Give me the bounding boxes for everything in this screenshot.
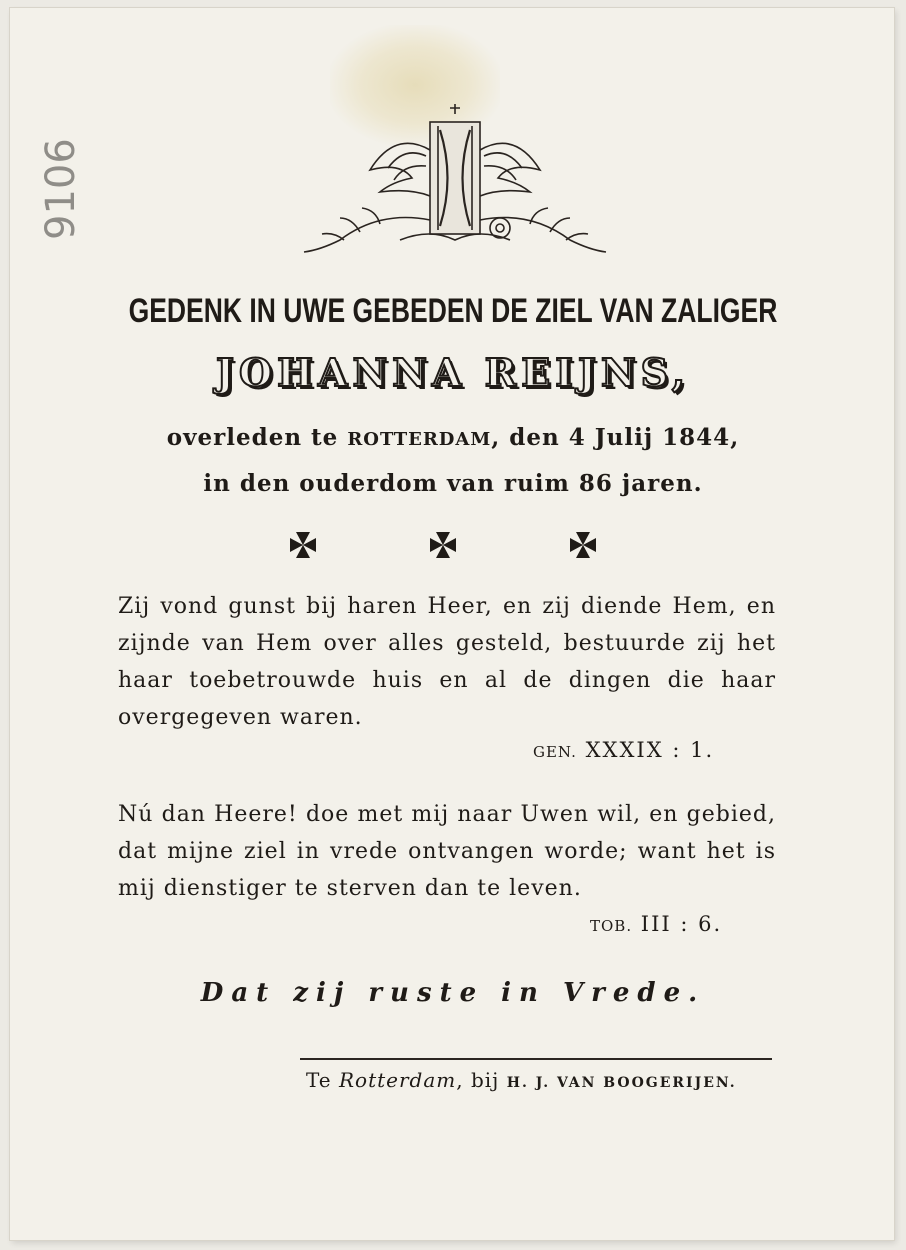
- verse-genesis: Zij vond gunst bij haren Heer, en zij diende Hem, en zijnde van Hem over alles gesteld, bestuurde zij het haar toebetrouwde huis en al de dingen die haar overgegeven waren.: [118, 594, 776, 730]
- printer-line: [306, 1068, 737, 1092]
- age-line: in den ouderdom van ruim 86 jaren.: [203, 470, 703, 497]
- verse-tobit: Nú dan Heere! doe met mij naar Uwen wil, en gebied, dat mijne ziel in vrede ontvangen worde; want het is mij dienstiger te sterven dan te leven.: [118, 802, 776, 901]
- death-line: [0, 424, 906, 451]
- inventory-number: 9106: [38, 138, 84, 240]
- closing-prayer: Dat zij ruste in Vrede.: [200, 978, 706, 1008]
- printer-middle: , bij: [456, 1068, 507, 1092]
- death-line-b: , den 4 Julij 1844,: [491, 424, 740, 451]
- ref-number: III : 6.: [640, 912, 723, 936]
- hourglass-emblem-icon: [300, 100, 610, 262]
- printer-place: Rotterdam: [338, 1068, 457, 1092]
- ref-book: GEN.: [533, 743, 577, 761]
- death-city: ROTTERDAM: [347, 429, 492, 450]
- printer-name: H. J. VAN BOOGERIJEN.: [506, 1075, 737, 1091]
- printer-prefix: Te: [306, 1068, 339, 1092]
- verse-genesis-reference: [533, 738, 714, 762]
- maltese-cross-icon: [428, 530, 458, 560]
- ref-number: XXXIX : 1.: [585, 738, 715, 762]
- divider: [300, 1058, 772, 1060]
- heading: GEDENK IN UWE GEBEDEN DE ZIEL VAN ZALIGER: [128, 292, 778, 330]
- deceased-name: JOHANNA REIJNS,: [216, 350, 690, 395]
- verse-tobit-reference: [590, 912, 722, 936]
- death-line-a: overleden te: [166, 424, 348, 451]
- maltese-cross-icon: [288, 530, 318, 560]
- ref-book: TOB.: [590, 917, 633, 935]
- maltese-cross-icon: [568, 530, 598, 560]
